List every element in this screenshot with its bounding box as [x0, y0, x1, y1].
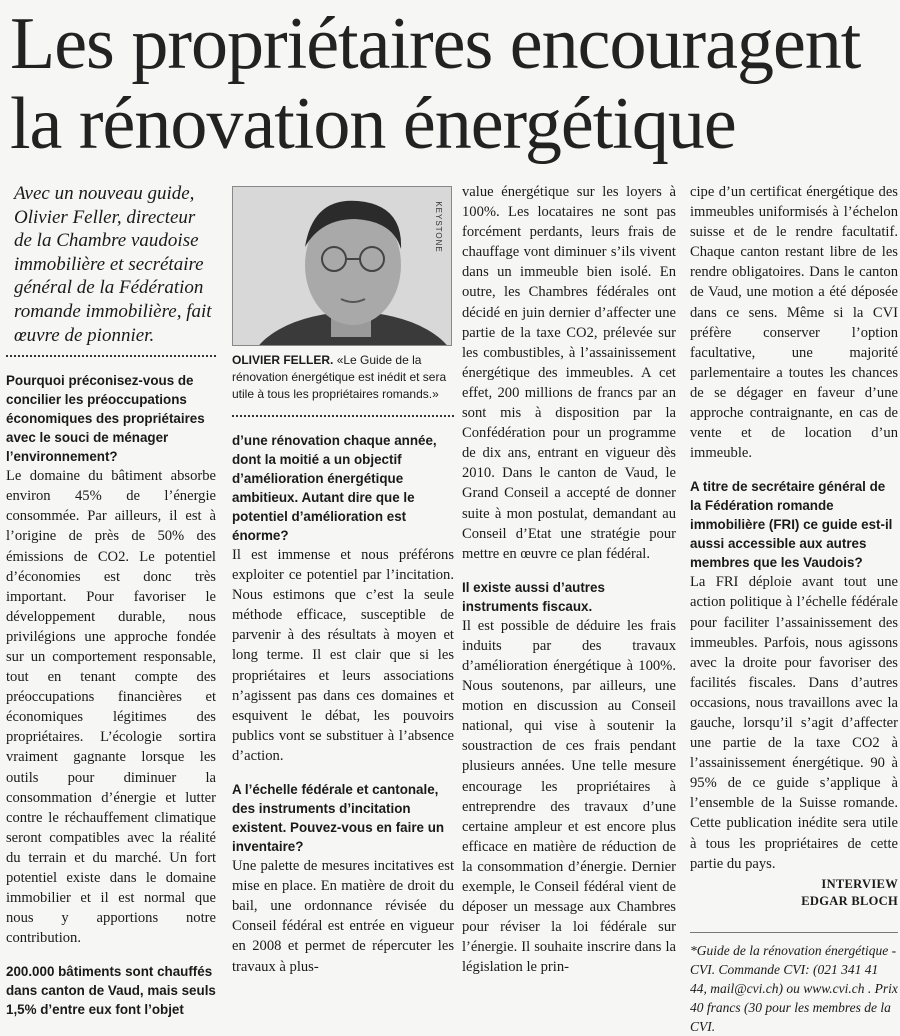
- answer-5: La FRI déploie avant tout une action politique à l’échelle fédérale pour faciliter l’assainissement des immeubles. Parfois, nous agissons avec la droite pour favoriser des facilités fiscales. Dans d’autres occasions, nous travaillons avec la gauche, lorsqu’il s’agit d’affecter une partie de la taxe CO2 à l’assainissement énergétique. 90 à 95% de ce guide s’applique à l’ensemble de la Suisse romande. Cette publication inédite sera utile à tous les propriétaires de cette partie du pays.: [690, 574, 898, 872]
- column-1: [6, 182, 216, 1019]
- question-2-continued: d’une rénovation chaque année, dont la moitié a un objectif d’amélioration énergétique ambitieux. Autant dire que le potentiel d’amélioration est énorme?: [232, 433, 437, 543]
- answer-4: Il est possible de déduire les frais induits par des travaux d’amélioration énergétique à 100%. Nous soutenons, par ailleurs, une motion en discussion au Conseil national, qui vise à soutenir la soustraction de ces frais pendant plusieurs années. Une telle mesure encourage les propriétaires à entreprendre des travaux d’une certaine ampleur et est encore plus efficace en matière de réduction de la consommation d’énergie. Dernier exemple, le Conseil fédéral vient de déposer un message aux Chambres pour réviser la loi fédérale sur l’énergie. Il souhaite inscrire dans la législation le prin-: [462, 617, 676, 976]
- answer-1: Le domaine du bâtiment absorbe environ 45% de l’énergie consommée. Par ailleurs, il est à l’origine de près de 50% des émissions de CO2. Le potentiel d’économies est donc très important. Pour favoriser le développement durable, nous privilégions une approche fondée sur un comportement responsable, tout en tenant compte des préoccupations financières et économiques légitimes des propriétaires. L’écologie sortira vraiment gagnante lorsque les outils pour diminuer la consommation d’énergie et lutter contre le réchauffement climatique seront compatibles avec la réalité du terrain et du marché. Un fort potentiel existe dans le domaine immobilier et il est normal que nous y apportions notre contribution.: [6, 468, 216, 947]
- question-4: Il existe aussi d’autres instruments fiscaux.: [462, 579, 605, 614]
- photo-credit: KEYSTONE: [433, 201, 443, 253]
- portrait-image: [233, 187, 451, 345]
- question-2: 200.000 bâtiments sont chauffés dans canton de Vaud, mais seuls 1,5% d’entre eux font l’objet: [6, 964, 216, 1018]
- answer-3-continued: value énergétique sur les loyers à 100%. Les locataires ne sont pas forcément perdants, leurs frais de chauffage vont diminuer s’ils vivent dans un immeuble bien isolé. En outre, les Chambres fédérales ont décidé en juin dernier d’affecter une partie de la taxe CO2, prélevée sur les combustibles, à l’assainissement énergétique des immeubles. A cet effet, 200 millions de francs par an sont mis à disposition par la Confédération pour un programme de dix ans, entrant en vigueur dès 2010. Dans le canton de Vaud, le Grand Conseil a accepté de donner suite à mon postulat, demandant au Conseil d’Etat une stratégie pour mettre en œuvre ce plan fédéral.: [462, 184, 676, 562]
- column-4: [690, 182, 898, 1036]
- headline: Les propriétaires encouragent la rénovation énergétique: [10, 3, 861, 165]
- question-3: A l’échelle fédérale et cantonale, des instruments d’incitation existent. Pouvez-vous en faire un inventaire?: [232, 782, 445, 855]
- answer-2: Il est immense et nous préférons exploiter ce potentiel par l’incitation. Nous estimons que c’est la seule méthode efficace, susceptible de parvenir à des résultats à moyen et long terme. Il est clair que si les propriétaires et leurs associations n’agissent pas dans ces domaines et esquivent le débat, les pouvoirs publics vont se substituer à l’absence d’action.: [232, 547, 454, 764]
- question-1: Pourquoi préconisez-vous de concilier les préoccupations économiques des propriétaires avec le souci de ménager l’environnement?: [6, 373, 205, 465]
- answer-4-continued: cipe d’un certificat énergétique des immeubles uniformisés à l’échelon suisse et de le rendre facultatif. Chaque canton restant libre de les rendre obligatoires. Dans le canton de Vaud, une motion a été déposée dans ce sens. Même si la CVI préfère conserver l’option facultative, une majorité parlementaire a toutes les chances de se dégager en faveur d’une approche contraignante, en cas de vente et de location d’un immeuble.: [690, 184, 898, 462]
- caption-name: OLIVIER FELLER.: [232, 353, 334, 367]
- dotted-divider-2: [232, 415, 454, 417]
- footnote: *Guide de la rénovation énergétique - CVI. Commande CVI: (021 341 41 44, mail@cvi.ch) ou www.cvi.ch . Prix 40 francs (30 pour les membres de la CVI.: [690, 932, 898, 1036]
- lead-paragraph: Avec un nouveau guide, Olivier Feller, directeur de la Chambre vaudoise immobilière et secrétaire général de la Fédération romande immobilière, fait œuvre de pionnier.: [14, 183, 212, 346]
- caption-text: «Le Guide de la rénovation énergétique est inédit et sera utile à tous les propriétaires romands.»: [232, 353, 447, 401]
- column-3: [462, 182, 676, 991]
- portrait-photo: [232, 186, 452, 346]
- column-2: [232, 186, 454, 991]
- signature-line-1: INTERVIEW: [821, 876, 898, 891]
- answer-3: Une palette de mesures incitatives est mise en place. En matière de droit du bail, une ordonnance révisée du Conseil fédéral est entrée en vigueur en 2008 et permet de répercuter les travaux à plus-: [232, 858, 454, 975]
- dotted-divider: [6, 355, 216, 357]
- signature-line-2: EDGAR BLOCH: [801, 893, 898, 908]
- question-5: A titre de secrétaire général de la Fédération romande immobilière (FRI) ce guide est-il aussi accessible aux autres membres que les Vaudois?: [690, 479, 893, 571]
- photo-caption: [232, 352, 454, 403]
